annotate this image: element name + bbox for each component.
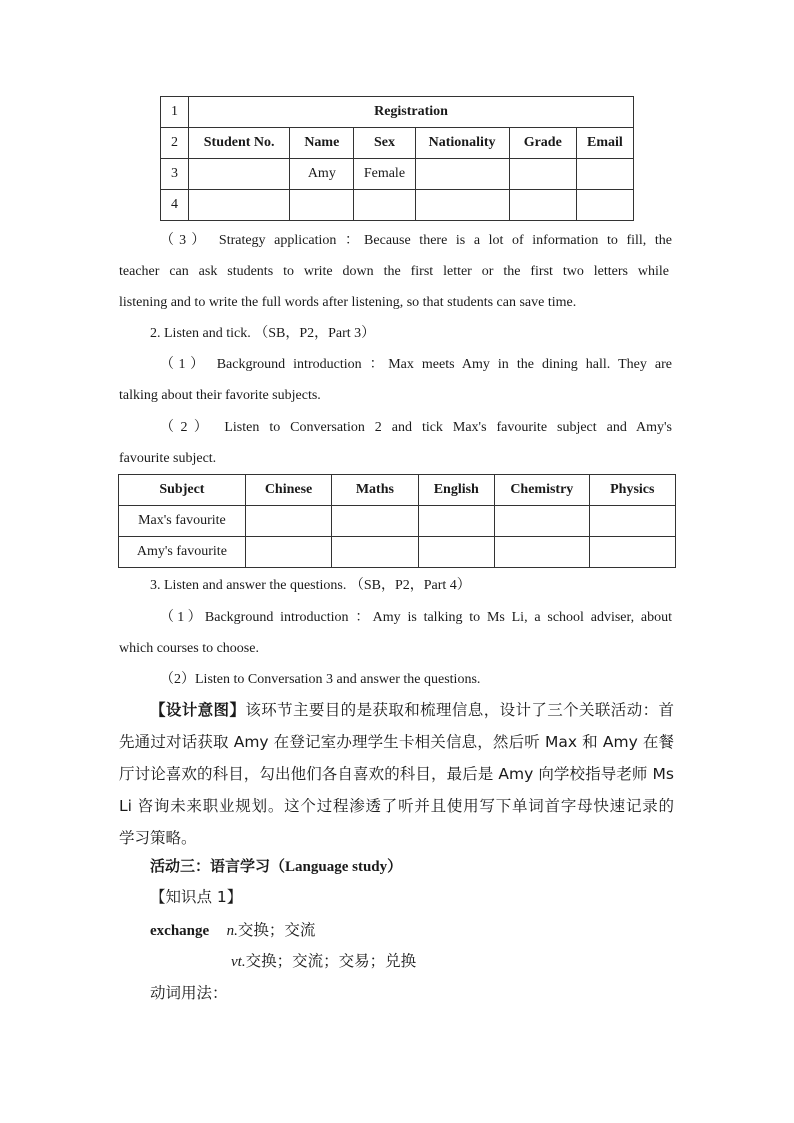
column-header: Physics: [589, 475, 675, 506]
activity-title-zh: 活动三：语言学习（: [150, 857, 286, 875]
table-row: [119, 506, 676, 537]
design-intent-line-4: Li 咨询未来职业规划。这个过程渗透了听并且使用写下单词首字母快速记录的: [119, 797, 674, 815]
background-line-1: （1） Background introduction ：Max meets Amy in the dining hall. They are: [160, 357, 672, 372]
knowledge-point-label: 【知识点 1】: [150, 888, 243, 906]
column-header: Sex: [354, 128, 415, 159]
column-header: Chinese: [245, 475, 331, 506]
row-label: Amy's favourite: [119, 537, 246, 568]
table-cell: [290, 190, 354, 221]
tick-cell: [332, 506, 418, 537]
tick-cell: [589, 506, 675, 537]
row-label: Max's favourite: [119, 506, 246, 537]
table-cell: [576, 159, 633, 190]
task-line-1: （2） Listen to Conversation 2 and tick Max's favourite subject and Amy's: [160, 420, 672, 435]
tick-cell: [589, 537, 675, 568]
tick-cell: [245, 506, 331, 537]
tick-cell: [245, 537, 331, 568]
column-header: Email: [576, 128, 633, 159]
vocab-entry-noun: [150, 918, 315, 942]
table-row: [119, 475, 676, 506]
background-line-2: which courses to choose.: [119, 641, 259, 656]
section-heading: 2. Listen and tick. （SB，P2，Part 3）: [150, 326, 376, 341]
registration-title: Registration: [189, 97, 634, 128]
section-heading: 3. Listen and answer the questions. （SB，P2，Part 4）: [150, 578, 471, 593]
column-header: Grade: [509, 128, 576, 159]
column-header: Name: [290, 128, 354, 159]
design-intent-line-2: 先通过对话获取 Amy 在登记室办理学生卡相关信息，然后听 Max 和 Amy 在餐: [119, 733, 674, 751]
tick-cell: [495, 537, 590, 568]
activity-title-end: ）: [387, 857, 403, 875]
part-of-speech: n.: [226, 923, 238, 939]
table-cell: Amy: [290, 159, 354, 190]
table-cell: [354, 190, 415, 221]
part-of-speech: vt.: [231, 954, 246, 970]
favourite-subject-table: [118, 474, 676, 568]
activity-title: [150, 856, 402, 878]
column-header: Nationality: [415, 128, 509, 159]
design-intent-line-1: [150, 698, 674, 722]
task-line: （2）Listen to Conversation 3 and answer the questions.: [160, 672, 481, 687]
background-line-1: （1）Background introduction ：Amy is talking to Ms Li, a school adviser, about: [160, 610, 672, 625]
tick-cell: [332, 537, 418, 568]
vocab-meaning: 交换；交流: [237, 921, 316, 939]
vocab-meaning: 交换；交流；交易；兑换: [245, 952, 417, 970]
activity-title-en: Language study: [285, 859, 388, 875]
table-cell: [189, 190, 290, 221]
background-line-2: talking about their favorite subjects.: [119, 388, 321, 403]
row-number: 4: [161, 190, 189, 221]
tick-cell: [495, 506, 590, 537]
design-intent-label: 【设计意图】: [150, 701, 246, 719]
table-row: [161, 97, 634, 128]
design-intent-line-5: 学习策略。: [119, 829, 197, 847]
column-header: Chemistry: [495, 475, 590, 506]
design-intent-text: 该环节主要目的是获取和梳理信息，设计了三个关联活动：首: [245, 701, 674, 719]
task-line-2: favourite subject.: [119, 451, 217, 466]
vocab-entry-verb: [231, 949, 416, 973]
row-number: 1: [161, 97, 189, 128]
column-header: Subject: [119, 475, 246, 506]
table-cell: [576, 190, 633, 221]
registration-table: [160, 96, 634, 221]
column-header: Maths: [332, 475, 418, 506]
tick-cell: [418, 506, 495, 537]
table-cell: [509, 159, 576, 190]
design-intent-line-3: 厅讨论喜欢的科目，勾出他们各自喜欢的科目，最后是 Amy 向学校指导老师 Ms: [119, 765, 674, 783]
strategy-line-1: （3） Strategy application ：Because there is a lot of information to fill, the: [160, 233, 672, 248]
table-row: [161, 128, 634, 159]
row-number: 3: [161, 159, 189, 190]
table-cell: Female: [354, 159, 415, 190]
table-row: [161, 159, 634, 190]
column-header: English: [418, 475, 495, 506]
table-cell: [415, 159, 509, 190]
table-cell: [509, 190, 576, 221]
table-cell: [415, 190, 509, 221]
table-row: [161, 190, 634, 221]
table-cell: [189, 159, 290, 190]
column-header: Student No.: [189, 128, 290, 159]
table-row: [119, 537, 676, 568]
verb-usage-label: 动词用法：: [150, 984, 228, 1002]
vocab-word: exchange: [150, 923, 210, 939]
tick-cell: [418, 537, 495, 568]
row-number: 2: [161, 128, 189, 159]
strategy-line-3: listening and to write the full words after listening, so that students can save time.: [119, 295, 577, 310]
strategy-line-2: teacher can ask students to write down the first letter or the first two letters while: [119, 264, 669, 279]
